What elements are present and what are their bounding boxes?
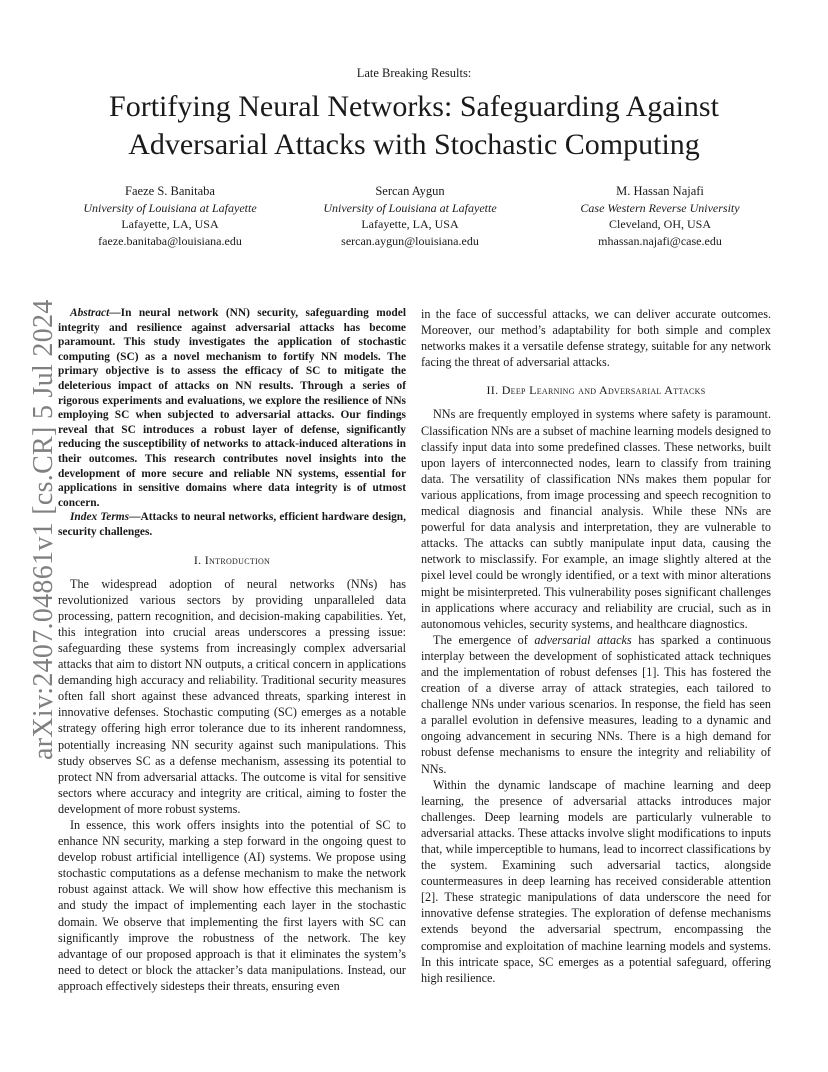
index-terms [58,510,406,539]
section-heading-introduction [58,552,406,568]
index-terms-text: —Attacks to neural networks, efficient hardware design, security challenges. [58,511,406,538]
section-title: Deep Learning and Adversarial Attacks [501,383,706,398]
author-location: Lafayette, LA, USA [361,217,459,231]
index-terms-lead: Index Terms [70,511,130,524]
emphasized-term: adversarial attacks [534,632,632,647]
author-location: Lafayette, LA, USA [121,217,219,231]
section-number: I. [193,552,205,567]
paragraph-text: has sparked a continuous interplay between the development of sophisticated attack techniques and the implementation of robust defenses [1]. This has fostered the creation of a diverse array of attack strategies, each tailored to challenge NNs under various scenarios. In response, the field has seen a parallel evolution in defensive measures, leading to a dynamic and ongoing advancement in securing NNs. There is a high demand for robust defense mechanisms to ensure the integrity and reliability of NNs. [421,632,772,776]
author-email[interactable]: sercan.aygun@louisiana.edu [341,233,479,248]
section2-paragraph-1: NNs are frequently employed in systems where safety is paramount. Classification NNs are a subset of machine learning models designed to classify input data into some predefined classes. These networks, built upon layers of interconnected nodes, learn to classify from training data. The versatility of classification NNs makes them popular for various applications, from image processing and speech recognition to medical diagnosis and financial analysis. While these NNs are powerful for data analysis and interpretation, they are vulnerable to attacks. The attacks can subtly manipulate input data, causing the network to misclassify. For example, an image slightly altered at the pixel level could be wrongly identified, or a text with minor alterations might be misinterpreted. This vulnerability poses significant challenges in applications where accuracy and reliability are crucial, such as in autonomous vehicles, security systems, and healthcare diagnostics. [421,407,771,631]
intro-paragraph-2-continued: in the face of successful attacks, we can deliver accurate outcomes. Moreover, our method’s adaptability for both simple and complex networks makes it a versatile defense strategy, suitable for any network facing the threat of adversarial attacks. [421,307,771,370]
section-heading-deep-learning [421,382,771,398]
author-2 [550,183,770,249]
paragraph-text: The emergence of [433,632,535,647]
abstract-text: —In neural network (NN) security, safeguarding model integrity and resilience against adversarial attacks has become paramount. This study investigates the application of stochastic computing (SC) as a novel mechanism to fortify NN models. The primary objective is to assess the efficacy of SC to mitigate the deleterious impact of attacks on NN results. Through a series of rigorous experiments and evaluations, we explore the resilience of NNs employing SC when subjected to adversarial attacks. Our findings reveal that SC introduces a robust layer of defense, significantly reducing the susceptibility of networks to attack-induced alterations in their outcomes. This research contributes novel insights into the development of more secure and reliable NN systems, essential for applications in sensitive domains where data integrity is of utmost concern. [58,307,406,509]
paper-title [40,88,788,164]
section2-paragraph-3: Within the dynamic landscape of machine learning and deep learning, the presence of adversarial attacks introduces major challenges. Deep learning models are particularly vulnerable to adversarial attacks. These attacks involve slight modifications to inputs that, while imperceptible to humans, lead to incorrect classifications by the system. Examining such adversarial tactics, alongside countermeasures in deep learning has received considerable attention [2]. These strategic manipulations of data underscore the need for innovative defense strategies. The exploration of defense mechanisms extends beyond the adversarial spectrum, encompassing the compromise and exploitation of machine learning models and systems. In this intricate space, SC emerges as a potential safeguard, offering high resilience. [421,777,771,985]
author-name: Sercan Aygun [375,184,445,198]
intro-paragraph-2: In essence, this work offers insights into the potential of SC to enhance NN security, marking a step forward in the ongoing quest to develop robust artificial intelligence (AI) systems. We propose using stochastic computations as a defense mechanism to make the network robust against attack. We will show how effective this mechanism is and study the impact of implementing each layer in the stochastic domain. We observe that implementing the first layers with SC can significantly improve the robustness of the network. The key advantage of our proposed approach is that it eliminates the system’s need to detect or block the attacker’s data manipulations. Instead, our approach effectively sidesteps their threats, ensuring even [58,818,406,993]
author-affiliation: University of Louisiana at Lafayette [83,200,257,215]
section-number: II. [486,383,502,398]
title-line-2: Adversarial Attacks with Stochastic Computing [128,128,700,161]
right-column [421,306,771,986]
intro-paragraph-1: The widespread adoption of neural networks (NNs) has revolutionized various sectors by providing unparalleled data processing, pattern recognition, and decision-making capabilities. Yet, this integration into crucial areas underscores a pressing issue: safeguarding these systems from increasingly complex adversarial attacks that aim to distort NN outputs, a critical concern in applications demanding high accuracy and reliability. Traditional security measures often fall short against these advanced threats, sparking interest in innovative defenses. Stochastic computing (SC) emerges as a notable strategy offering high error tolerance due to its inherent randomness, potentially increasing NN security against such manipulations. This study observes SC as a defense mechanism, assessing its potential to protect NN from adversarial attacks. The outcome is vital for sensitive sectors where accuracy and integrity are critical, aiming to foster the development of more robust systems. [58,576,406,816]
author-affiliation: Case Western Reverse University [580,200,740,215]
author-0 [70,183,270,249]
author-location: Cleveland, OH, USA [609,217,711,231]
author-name: M. Hassan Najafi [616,184,704,198]
section-title: Introduction [204,552,271,567]
author-affiliation: University of Louisiana at Lafayette [323,200,497,215]
author-block [70,183,770,253]
left-column [58,306,406,994]
title-line-1: Fortifying Neural Networks: Safeguarding Against [109,90,719,123]
header-label: Late Breaking Results: [356,66,472,80]
section2-paragraph-2 [421,632,771,777]
abstract-lead: Abstract [70,307,110,319]
arxiv-identifier[interactable]: arXiv:2407.04861v1 [cs.CR] 5 Jul 2024 [28,299,59,760]
author-1 [295,183,525,249]
abstract [58,306,406,510]
author-email[interactable]: mhassan.najafi@case.edu [598,233,722,248]
author-email[interactable]: faeze.banitaba@louisiana.edu [98,233,242,248]
author-name: Faeze S. Banitaba [125,184,215,198]
